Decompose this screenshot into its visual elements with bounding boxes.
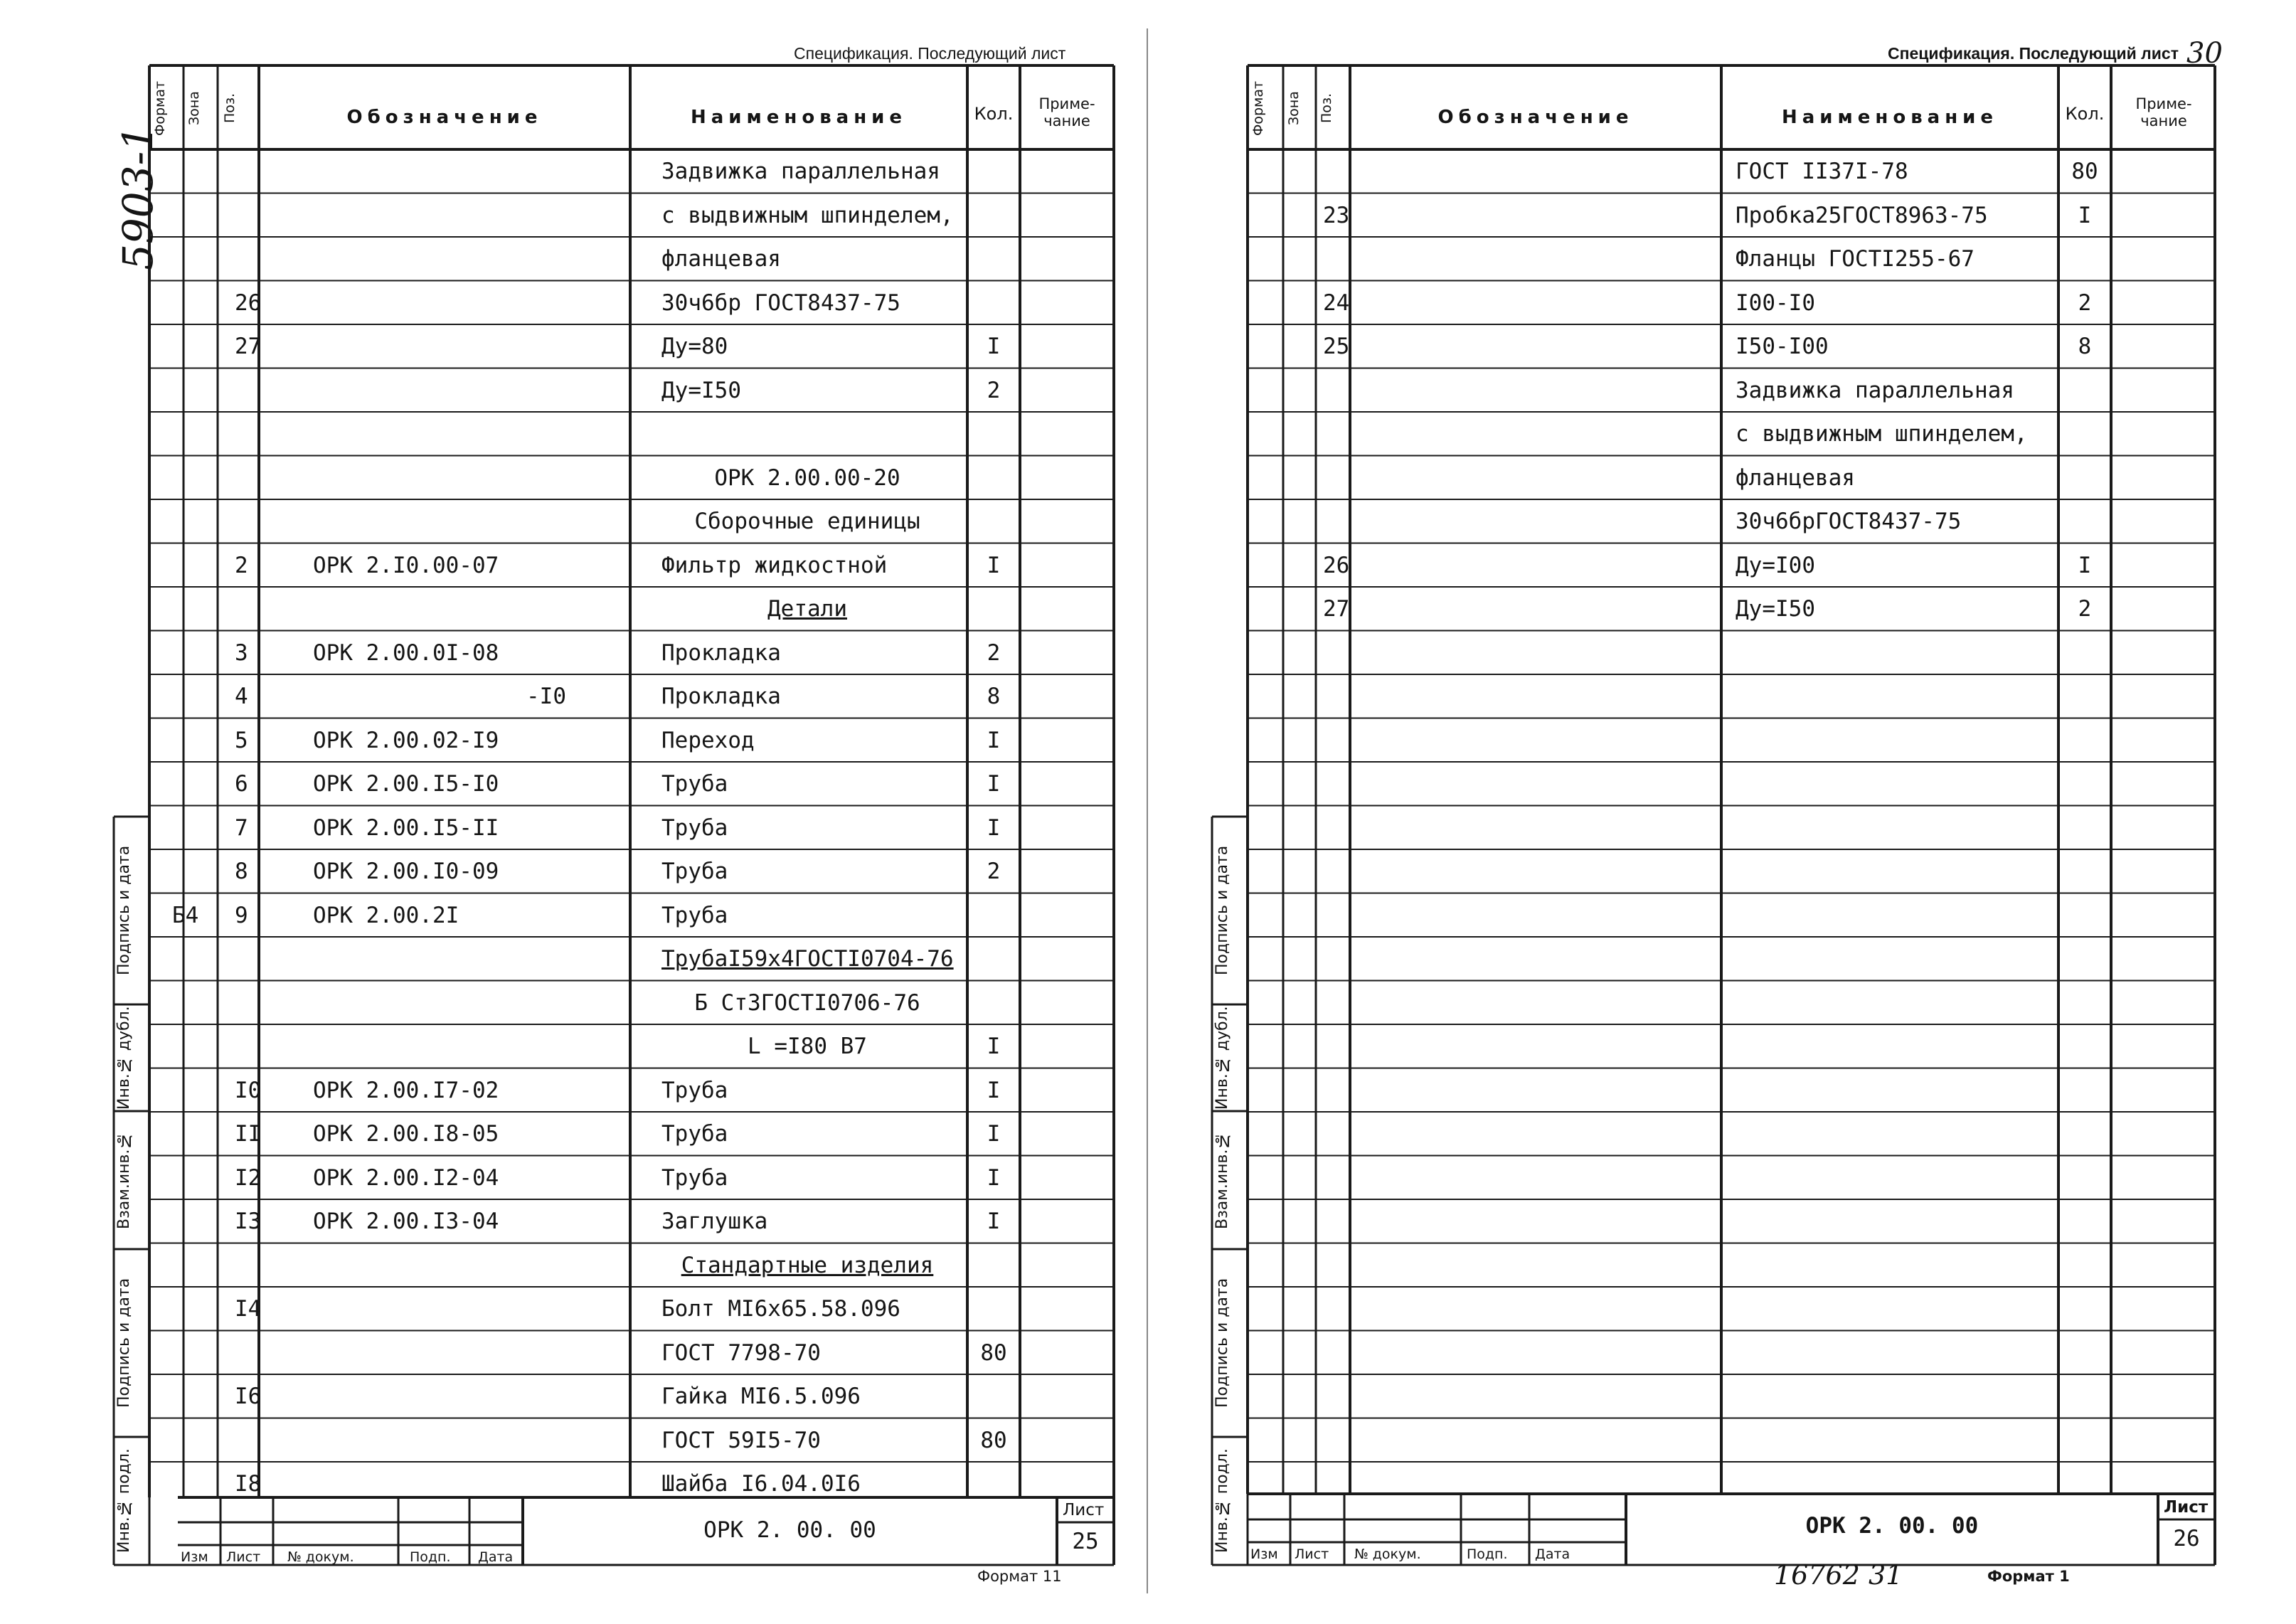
row-name: Переход: [661, 727, 755, 753]
row-qty: 2: [987, 859, 1001, 884]
row-qty: I: [987, 1121, 1001, 1147]
row-name: Стандартные изделия: [681, 1252, 934, 1278]
row-name: Задвижка параллельная: [661, 159, 940, 184]
row-qty: 8: [987, 684, 1001, 709]
row-qty: 80: [980, 1339, 1007, 1366]
archive-stamp: 16762 31: [1774, 1559, 1903, 1591]
row-pos: I2: [235, 1164, 262, 1191]
row-name: I50-I00: [1736, 334, 1829, 359]
side-label-sign-date-2: Подпись и дата: [1213, 1278, 1231, 1408]
row-name: Прокладка: [661, 684, 781, 709]
row-designation: ОРК 2.I0.00-07: [313, 552, 499, 578]
title-sheet-label: Лист: [2164, 1498, 2209, 1517]
sheet-heading: Спецификация. Последующий лист: [794, 44, 1066, 63]
row-name: с выдвижным шпинделем,: [661, 202, 954, 228]
side-label-dup-inv: Инв.№ дубл.: [1213, 1006, 1231, 1110]
row-pos: 2: [235, 552, 248, 578]
row-zone: Б4: [172, 902, 199, 928]
row-name: 30ч6брГОСТ8437-75: [1736, 509, 1962, 534]
tb-col-izm: Изм: [181, 1549, 208, 1565]
side-label-sign-date-1: Подпись и дата: [115, 845, 133, 976]
header-designation: Обозначение: [1437, 107, 1634, 128]
row-qty: I: [2078, 552, 2092, 578]
row-name: Труба: [661, 902, 728, 928]
row-qty: 8: [2078, 334, 2092, 359]
row-name: Шайба I6.04.0I6: [661, 1471, 861, 1497]
tb-col-sign: Подп.: [410, 1549, 451, 1565]
row-qty: I: [987, 1209, 1001, 1234]
row-pos: 24: [1323, 290, 1350, 316]
row-qty: I: [987, 1164, 1001, 1191]
row-designation: ОРК 2.00.I5-I0: [313, 771, 499, 797]
row-designation: ОРК 2.00.02-I9: [313, 727, 499, 753]
side-label-replace-inv: Взам.инв.№: [1213, 1131, 1231, 1229]
row-pos: 23: [1323, 202, 1350, 228]
row-name: 30ч6бр ГОСТ8437-75: [661, 290, 900, 316]
tb-col-date: Дата: [478, 1549, 514, 1565]
row-name: Труба: [661, 814, 728, 841]
row-pos: 5: [235, 727, 248, 753]
row-name: ГОСТ 7798-70: [661, 1339, 821, 1366]
title-doc-number: ОРК 2. 00. 00: [703, 1517, 876, 1543]
row-pos: I0: [235, 1077, 262, 1103]
side-label-sign-date-2: Подпись и дата: [115, 1278, 133, 1408]
row-qty: I: [987, 771, 1001, 797]
tb-col-date: Дата: [1535, 1546, 1570, 1562]
row-pos: 27: [1323, 596, 1350, 622]
row-qty: 2: [987, 639, 1001, 666]
row-name: Фланцы ГОСТI255-67: [1736, 246, 1975, 272]
row-name: Ду=I00: [1736, 552, 1815, 578]
row-name: Труба: [661, 771, 728, 797]
row-name: ГОСТ II37I-78: [1736, 159, 1908, 184]
row-qty: I: [2078, 202, 2092, 228]
fold-line: [1147, 28, 1148, 1593]
row-name: ГОСТ 59I5-70: [661, 1427, 821, 1453]
header-pos: Поз.: [1319, 92, 1334, 124]
row-pos: 9: [235, 902, 248, 928]
row-designation: ОРК 2.00.2I: [313, 902, 459, 928]
row-qty: I: [987, 334, 1001, 359]
header-format: Формат: [152, 80, 168, 136]
row-pos: II: [235, 1121, 262, 1147]
archive-number: 5903-1: [114, 124, 162, 270]
row-qty: 2: [2078, 290, 2092, 316]
row-designation: ОРК 2.00.I7-02: [313, 1077, 499, 1103]
row-name: Фильтр жидкостной: [661, 552, 888, 578]
row-pos: 8: [235, 859, 248, 884]
tb-col-list: Лист: [226, 1549, 261, 1565]
title-sheet-label: Лист: [1063, 1501, 1105, 1519]
row-designation: ОРК 2.00.I0-09: [313, 859, 499, 884]
row-pos: I4: [235, 1296, 262, 1322]
row-name: Ду=I50: [1736, 596, 1815, 622]
row-name: Пробка25ГОСТ8963-75: [1736, 202, 1988, 228]
row-designation: ОРК 2.00.I3-04: [313, 1209, 499, 1234]
row-name: с выдвижным шпинделем,: [1736, 421, 2028, 447]
row-pos: 26: [1323, 552, 1350, 578]
row-designation: ОРК 2.00.I5-II: [313, 814, 499, 841]
row-name: Труба: [661, 1121, 728, 1147]
row-name: Б Ст3ГОСТI0706-76: [694, 989, 920, 1016]
row-name: Гайка МI6.5.096: [661, 1384, 861, 1409]
row-name: Ду=80: [661, 334, 728, 359]
row-name: Труба: [661, 1077, 728, 1103]
row-designation: ОРК 2.00.0I-08: [313, 639, 499, 666]
row-qty: I: [987, 814, 1001, 841]
row-name: Ду=I50: [661, 377, 741, 403]
row-qty: I: [987, 727, 1001, 753]
side-label-replace-inv: Взам.инв.№: [115, 1131, 133, 1229]
row-pos: I8: [235, 1471, 262, 1497]
header-qty: Кол.: [974, 104, 1014, 124]
row-pos: 27: [235, 334, 262, 359]
row-pos: 7: [235, 814, 248, 841]
row-name: Прокладка: [661, 639, 781, 666]
row-qty: I: [987, 1077, 1001, 1103]
row-name: Труба: [661, 1164, 728, 1191]
side-label-sign-date-1: Подпись и дата: [1213, 845, 1231, 976]
format-label: Формат 11: [977, 1568, 1062, 1585]
row-qty: 2: [2078, 596, 2092, 622]
row-pos: I3: [235, 1209, 262, 1234]
row-name: Заглушка: [661, 1209, 768, 1234]
side-label-orig-inv: Инв.№ подл.: [1213, 1448, 1231, 1554]
tb-col-sign: Подп.: [1467, 1546, 1508, 1562]
sheet-counter: 30: [2186, 37, 2223, 70]
row-name: ОРК 2.00.00-20: [714, 465, 900, 491]
row-qty: I: [987, 1034, 1001, 1059]
header-note: Приме-чание: [1038, 95, 1095, 129]
row-pos: 6: [235, 771, 248, 797]
row-pos: 3: [235, 639, 248, 666]
row-name: Задвижка параллельная: [1736, 377, 2014, 403]
header-qty: Кол.: [2065, 104, 2105, 124]
row-name: Сборочные единицы: [694, 509, 920, 534]
row-designation: ОРК 2.00.I2-04: [313, 1164, 499, 1191]
header-designation: Обозначение: [346, 107, 543, 128]
title-sheet-number: 25: [1072, 1529, 1099, 1554]
header-pos: Поз.: [222, 92, 238, 124]
row-name: ТрубаI59х4ГОСТI0704-76: [661, 946, 954, 972]
side-label-dup-inv: Инв.№ дубл.: [115, 1006, 133, 1110]
header-zone: Зона: [1286, 91, 1302, 125]
row-pos: 25: [1323, 334, 1350, 359]
row-name: Труба: [661, 859, 728, 884]
tb-col-doc: № докум.: [1354, 1546, 1421, 1562]
row-qty: 80: [2071, 159, 2098, 184]
tb-col-izm: Изм: [1250, 1546, 1278, 1562]
tb-col-list: Лист: [1295, 1546, 1329, 1562]
format-label: Формат 1: [1987, 1568, 2070, 1585]
row-qty: I: [987, 552, 1001, 578]
row-name: Детали: [767, 596, 847, 622]
row-qty: 80: [980, 1427, 1007, 1453]
row-designation: -I0: [526, 684, 566, 709]
row-name: L =I80 В7: [748, 1034, 867, 1059]
row-name: фланцевая: [661, 246, 781, 272]
row-qty: 2: [987, 377, 1001, 403]
row-pos: 4: [235, 684, 248, 709]
header-zone: Зона: [186, 91, 202, 125]
header-name: Наименование: [690, 107, 908, 128]
right-table-grid: [1148, 0, 2296, 1624]
side-label-orig-inv: Инв.№ подл.: [115, 1448, 133, 1554]
title-doc-number: ОРК 2. 00. 00: [1805, 1513, 1979, 1539]
tb-col-doc: № докум.: [287, 1549, 354, 1565]
row-pos: I6: [235, 1384, 262, 1409]
right-spec-sheet: [1148, 0, 2296, 1624]
row-pos: 26: [235, 290, 262, 316]
row-name: фланцевая: [1736, 465, 1855, 491]
header-name: Наименование: [1781, 107, 1999, 128]
header-format: Формат: [1250, 80, 1266, 136]
row-name: I00-I0: [1736, 290, 1815, 316]
header-note: Приме-чание: [2135, 95, 2192, 129]
sheet-heading: Спецификация. Последующий лист: [1888, 44, 2179, 63]
row-name: Болт МI6х65.58.096: [661, 1296, 900, 1322]
title-sheet-number: 26: [2173, 1526, 2200, 1551]
row-designation: ОРК 2.00.I8-05: [313, 1121, 499, 1147]
